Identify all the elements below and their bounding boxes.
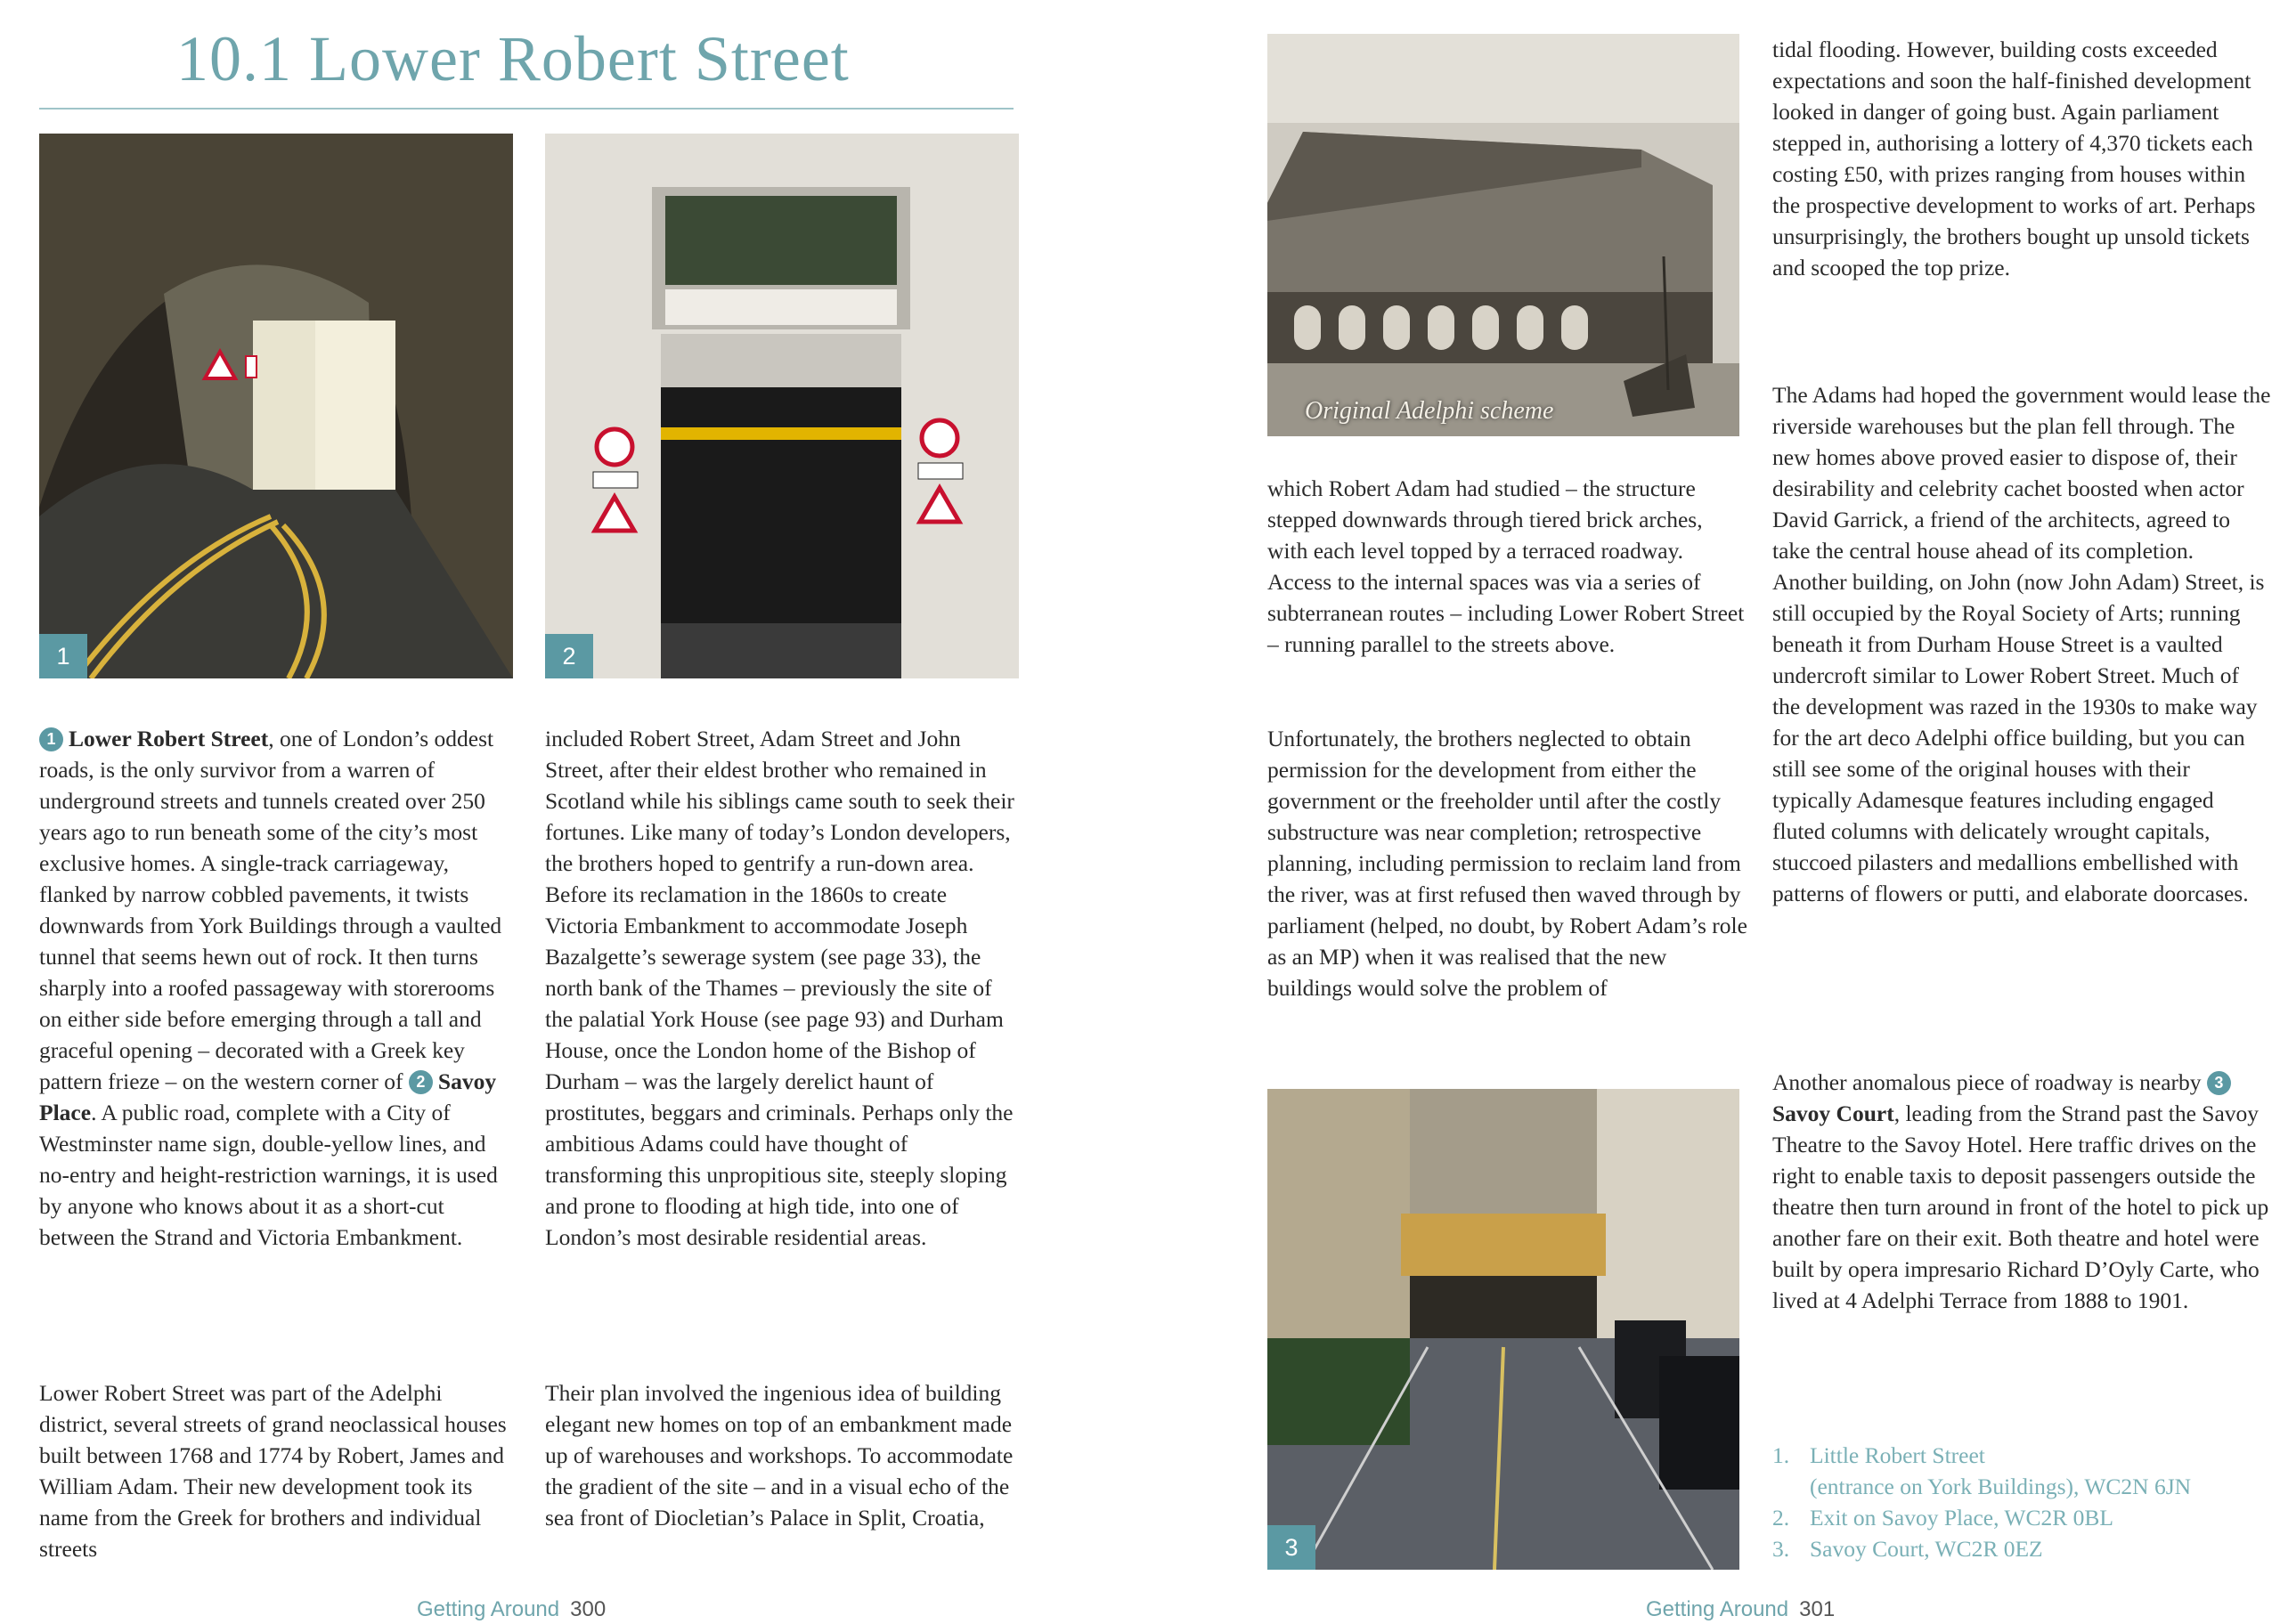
paragraph-9 bbox=[1772, 1067, 2271, 1316]
engraving-caption: Original Adelphi scheme bbox=[1305, 397, 1554, 425]
title-underline bbox=[39, 108, 1014, 110]
lower-robert-street-lead: Lower Robert Street bbox=[69, 726, 269, 751]
adelphi-engraving bbox=[1267, 34, 1739, 436]
address-line: (entrance on York Buildings), WC2N 6JN bbox=[1810, 1474, 2192, 1499]
paragraph-4: Their plan involved the ingenious idea of building elegant new homes on top of an embankment made up of warehouses and workshops. To accommodate the gradient of the site – and in a visual echo of the sea front of Diocletian’s Palace in Split, Croatia, bbox=[545, 1380, 1014, 1531]
page-number: 301 bbox=[1799, 1597, 1836, 1621]
address-line: Little Robert Street bbox=[1810, 1442, 1985, 1468]
paragraph-1 bbox=[39, 723, 513, 1253]
footer-left bbox=[417, 1597, 606, 1622]
address-item-3 bbox=[1772, 1533, 2271, 1564]
address-list bbox=[1772, 1440, 2271, 1564]
paragraph-3: included Robert Street, Adam Street and John Street, after their eldest brother who remained in Scotland while his siblings came south to seek their fortunes. Like many of today’s London developers, the brothers hoped to gentrify a run-down area. Before its reclamation in the 1860s to create Victoria Embankment to accommodate Joseph Bazalgette’s sewerage system (see page 33), the north bank of the Thames – previously the site of the palatial York House (see page 93) and Durham House, once the London home of the Bishop of Durham – was the largely derelict haunt of prostitutes, beggars and criminals. Perhaps only the ambitious Adams could have thought of transforming this unpropitious site, steeply sloping and prone to flooding at high tide, into one of London’s most desirable residential areas. bbox=[545, 726, 1014, 1250]
location-marker-2: 2 bbox=[409, 1070, 433, 1094]
footer-section: Getting Around bbox=[417, 1597, 560, 1621]
tunnel-photo bbox=[39, 134, 513, 678]
paragraph-8: The Adams had hoped the government would lease the riverside warehouses but the plan fell through. The new homes above proved easier to dispose of, their desirability and celebrity cachet boosted when actor David Garrick, a friend of the architects, agreed to take the central house ahead of its completion. Another building, on John (now John Adam) Street, is still occupied by the Royal Society of Arts; running beneath it from Durham House Street is a vaulted undercroft similar to Lower Robert Street. Much of the development was razed in the 1930s to make way for the art deco Adelphi office building, but you can still see some of the original houses with their typically Adamesque features including engaged fluted columns with delicately wrought capitals, stuccoed pilasters and medallions embellished with patterns of flowers or putti, and elaborate doorcases. bbox=[1772, 382, 2271, 906]
page-number: 300 bbox=[570, 1597, 607, 1621]
paragraph-6: Unfortunately, the brothers neglected to obtain permission for the development from either the government or the freeholder until after the costly substructure was near completion; retrospective planning, including permission to reclaim land from the river, was at first refused then waved through by parliament (helped, no doubt, by Robert Adam’s role as an MP) when it was realised that the new buildings would solve the problem of bbox=[1267, 726, 1747, 1001]
address-number: 2. bbox=[1772, 1505, 1790, 1531]
footer-section: Getting Around bbox=[1646, 1597, 1789, 1621]
paragraph-9-text-b: , leading from the Strand past the Savoy Theatre to the Savoy Hotel. Here traffic drives on the right to enable taxis to deposit passengers outside the theatre then turn around in front of the hotel to pick up another fare on their exit. Both theatre and hotel were built by opera impresario Richard D’Oyly Carte, who lived at 4 Adelphi Terrace from 1888 to 1901. bbox=[1772, 1100, 2269, 1313]
photo-badge-3: 3 bbox=[1267, 1525, 1315, 1570]
address-item-2 bbox=[1772, 1502, 2271, 1533]
paragraph-9-text-a: Another anomalous piece of roadway is nearby bbox=[1772, 1069, 2207, 1095]
paragraph-2: Lower Robert Street was part of the Adelphi district, several streets of grand neoclassical houses built between 1768 and 1774 by Robert, James and William Adam. Their new development took its name from the Greek for brothers and individual streets bbox=[39, 1380, 507, 1562]
address-line: Savoy Court, WC2R 0EZ bbox=[1810, 1536, 2043, 1562]
address-number: 3. bbox=[1772, 1536, 1790, 1562]
address-number: 1. bbox=[1772, 1442, 1790, 1468]
address-line: Exit on Savoy Place, WC2R 0BL bbox=[1810, 1505, 2113, 1531]
address-item-1 bbox=[1772, 1440, 2271, 1502]
paragraph-5: which Robert Adam had studied – the structure stepped downwards through tiered brick arches, with each level topped by a terraced roadway. Access to the internal spaces was via a series of subterranean routes – including Lower Robert Street – running parallel to the streets above. bbox=[1267, 475, 1745, 657]
location-marker-3: 3 bbox=[2207, 1071, 2231, 1095]
paragraph-1-text-b: . A public road, complete with a City of Westminster name sign, double-yellow lines, and no-entry and height-restriction warnings, it is used by anyone who knows about it as a short-cut between the Strand and Victoria Embankment. bbox=[39, 1100, 498, 1250]
chapter-title: 10.1 Lower Robert Street bbox=[176, 23, 850, 94]
footer-right bbox=[1646, 1597, 1835, 1622]
paragraph-1-text-a: , one of London’s oddest roads, is the only survivor from a warren of underground streets and tunnels created over 250 years ago to run beneath some of the city’s most exclusive homes. A single-track carriageway, flanked by narrow cobbled pavements, it twists downwards from York Buildings through a vaulted tunnel that seems hewn out of rock. It then turns sharply into a roofed passageway with storerooms on either side before emerging through a tall and graceful opening – decorated with a Greek key pattern frieze – on the western corner of bbox=[39, 726, 502, 1094]
photo-badge-2: 2 bbox=[545, 634, 593, 678]
savoy-court-lead: Savoy Court bbox=[1772, 1100, 1894, 1126]
location-marker-1: 1 bbox=[39, 727, 63, 751]
savoy-place-lead: Savoy Place bbox=[39, 1068, 497, 1125]
paragraph-7: tidal flooding. However, building costs exceeded expectations and soon the half-finished development looked in danger of going bust. Again parliament stepped in, authorising a lottery of 4,370 tickets each costing £50, with prizes ranging from houses within the prospective development to works of art. Perhaps unsurprisingly, the brothers bought up unsold tickets and scooped the top prize. bbox=[1772, 37, 2256, 280]
savoy-place-photo bbox=[545, 134, 1019, 678]
savoy-court-photo bbox=[1267, 1089, 1739, 1570]
photo-badge-1: 1 bbox=[39, 634, 87, 678]
